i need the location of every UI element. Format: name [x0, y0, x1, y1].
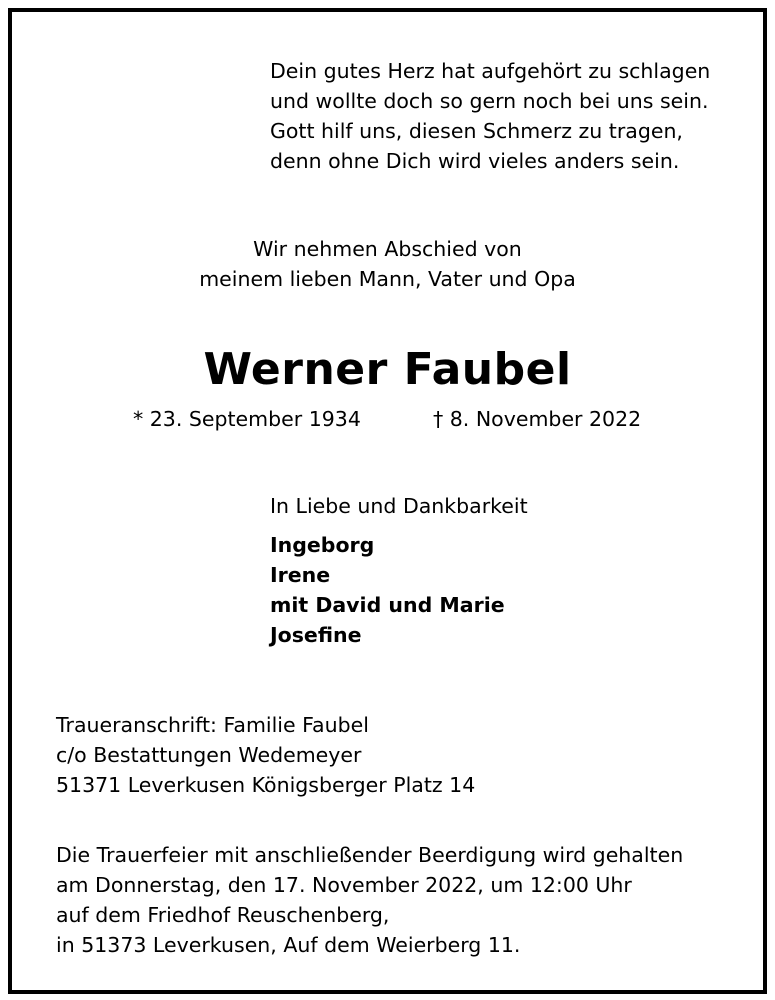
mourning-address [56, 710, 475, 800]
verse-line: und wollte doch so gern noch bei uns sein. [270, 89, 709, 113]
mourners-heading: In Liebe und Dankbarkeit [270, 494, 528, 518]
mourner-name: mit David und Marie [270, 593, 505, 617]
farewell-intro [12, 234, 763, 294]
verse-line: denn ohne Dich wird vieles anders sein. [270, 149, 680, 173]
service-line: am Donnerstag, den 17. November 2022, um 12:00 Uhr [56, 873, 632, 897]
death-date: † 8. November 2022 [433, 407, 642, 431]
verse-line: Dein gutes Herz hat aufgehört zu schlagen [270, 59, 711, 83]
mourner-name: Ingeborg [270, 533, 375, 557]
mourner-name: Irene [270, 563, 331, 587]
mourner-name: Josefine [270, 623, 362, 647]
funeral-service-info [56, 840, 683, 960]
service-line: in 51373 Leverkusen, Auf dem Weierberg 11. [56, 933, 521, 957]
memorial-verse [270, 56, 710, 176]
address-line: 51371 Leverkusen Königsberger Platz 14 [56, 773, 476, 797]
birth-date: * 23. September 1934 [133, 407, 361, 431]
service-line: Die Trauerfeier mit anschließender Beerdigung wird gehalten [56, 843, 684, 867]
verse-line: Gott hilf uns, diesen Schmerz zu tragen, [270, 119, 683, 143]
address-line: c/o Bestattungen Wedemeyer [56, 743, 362, 767]
intro-line: meinem lieben Mann, Vater und Opa [199, 267, 576, 291]
obituary-notice [8, 8, 767, 994]
intro-line: Wir nehmen Abschied von [253, 237, 522, 261]
mourners-list [270, 530, 505, 650]
deceased-name: Werner Faubel [203, 344, 572, 395]
service-line: auf dem Friedhof Reuschenberg, [56, 903, 390, 927]
address-line: Traueranschrift: Familie Faubel [56, 713, 369, 737]
